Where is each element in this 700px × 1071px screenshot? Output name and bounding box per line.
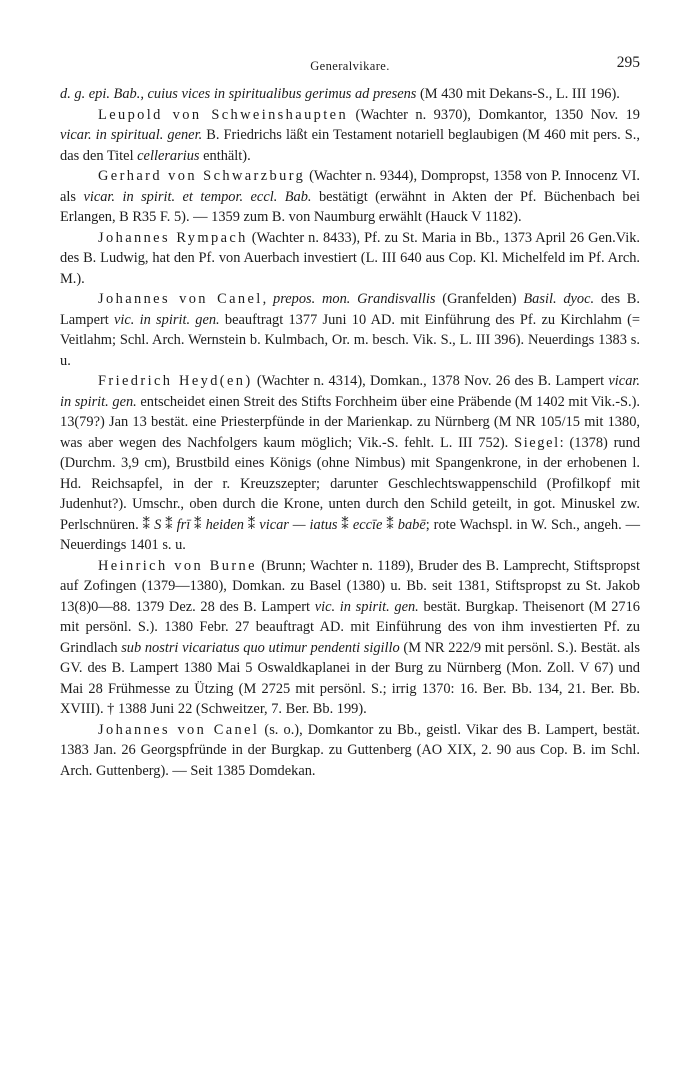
entry-friedrich-heyden <box>60 371 640 556</box>
entry-name: Johannes von Canel <box>98 721 260 738</box>
text-segment: (s. o.), Domkantor zu Bb., geistl. Vikar des B. Lampert, bestät. 1383 Jan. 26 Georgspfründe in der Burgkap. zu Guttenberg (AO XIX, 2. 90 aus Cop. B. im Schl. Arch. Guttenberg). — Seit 1385 Domdekan. <box>60 721 640 779</box>
seal-label: Siegel <box>514 434 560 451</box>
text-segment: vic. in spirit. gen. <box>114 311 220 328</box>
entry-gerhard <box>60 166 640 228</box>
running-title: Generalvikare. <box>310 59 390 73</box>
entry-name: Leupold von Schweinshaupten <box>98 106 349 123</box>
text-segment: (M 430 mit Dekans-S., L. III 196). <box>416 86 620 102</box>
text-segment: , <box>262 291 274 307</box>
entry-name: Johannes von Canel <box>98 291 263 307</box>
text-segment: bestät. Burgkap. Theisenort (M 2716 mit persönl. S.). 1380 Febr. 27 beauftragt AD. mit Einführung des von ihm investierten Pf. zu Grindlach <box>60 598 640 656</box>
text-segment: (Wachter n. 4314), Domkan., 1378 Nov. 26 des B. Lampert <box>252 373 609 389</box>
entry-johannes-canel-2 <box>60 720 640 782</box>
text-segment: ; rote Wachspl. in W. Sch., angeh. — Neuerdings 1401 s. u. <box>60 516 640 553</box>
text-segment: (Wachter n. 9344), Dompropst, 1358 von P. Innocenz VI. als <box>60 168 640 205</box>
text-segment: Basil. dyoc. <box>523 291 595 307</box>
text-segment: des B. Lampert <box>60 291 641 328</box>
page-number: 295 <box>616 54 640 71</box>
text-segment: vicar. in spirit. gen. <box>60 373 640 410</box>
text-segment: vicar. in spiritual. gener. <box>60 127 203 143</box>
text-segment: vic. in spirit. gen. <box>314 598 419 615</box>
entry-name: Gerhard von Schwarzburg <box>98 168 306 184</box>
text-segment: d. g. epi. Bab., cuius vices in spiritualibus gerimus ad presens <box>60 86 417 102</box>
text-segment: bestätigt (erwähnt in Akten der Pf. Büchenbach bei Erlangen, B R35 F. 5). — 1359 zum B. von Naumburg erwählt (Hauck V 1182). <box>60 188 640 225</box>
text-segment: (Wachter n. 8433), Pf. zu St. Maria in Bb., 1373 April 26 Gen.Vik. des B. Ludwig, hat den Pf. von Auerbach investiert (L. III 640 aus Cop. Kl. Michelfeld im Pf. Arch. M.). <box>60 229 640 287</box>
text-segment: B. Friedrichs läßt ein Testament notariell beglaubigen (M 460 mit pers. S., das den Titel <box>60 127 640 164</box>
text-segment: (Wachter n. 9370), Domkantor, 1350 Nov. 19 <box>348 106 640 123</box>
text-segment: prepos. mon. Grandisvallis <box>273 291 436 307</box>
text-segment: : (1378) rund (Durchm. 3,9 cm), Brustbild eines Königs (ohne Nimbus) mit Spangenkrone, in der erhobenen l. Hd. Reichsapfel, in der r. Kreuzszepter; darunter Geschlechtswappenschild (Profilkopf mit Judenhut?). Umschr., oben durch die Krone, unten durch den Schild geteilt, in got. Minuskel zw. Perlschnüren. <box>60 434 641 533</box>
entry-name: Johannes Rympach <box>98 229 248 246</box>
text-segment: enthält). <box>199 147 251 164</box>
text-segment: entscheidet einen Streit des Stifts Forchheim über eine Präbende (M 1402 mit Vik.-S.). 13(79?) Jan 13 bestät. eine Priesterpfünde in der Marienkap. zu Nürnberg (M NR 105/15 mit 1380, was aber wegen des Nachfolgers kaum möglich; Vik.-S. fehlt. L. III 752). <box>60 393 641 451</box>
entry-leupold <box>60 105 640 167</box>
text-segment: sub nostri vicariatus quo utimur pendenti sigillo <box>121 639 400 656</box>
seal-inscription: ⁑ S ⁑ frī ⁑ heiden ⁑ vicar — iatus ⁑ eccīe ⁑ babē <box>142 516 426 533</box>
book-page <box>60 0 640 781</box>
text-segment: (Brunn; Wachter n. 1189), Bruder des B. Lamprecht, Stiftspropst auf Zofingen (1379—1380), Domkan. zu Basel (1380) u. Bb. seit 1381, Stiftspropst zu St. Jakob 13(8)0—88. 1379 Dez. 28 des B. Lampert <box>60 557 640 615</box>
text-segment: (M NR 222/9 mit persönl. S.). Bestät. als GV. des B. Lampert 1380 Mai 5 Oswaldkaplanei in der Burg zu Nürnberg (Mon. Zoll. V 67) und Mai 28 Frühmesse zu Ützing (M 2725 mit persönl. S.; irrig 1370: 16. Ber. Bb. 134, 21. Ber. Bb. XVIII). † 1388 Juni 22 (Schweitzer, 7. Ber. Bb. 199). <box>60 639 641 717</box>
text-segment: cellerarius <box>137 147 200 164</box>
entry-name: Heinrich von Burne <box>98 557 257 574</box>
running-header <box>60 53 640 73</box>
text-segment: vicar. in spirit. et tempor. eccl. Bab. <box>83 188 312 205</box>
text-segment: beauftragt 1377 Juni 10 AD. mit Einführung des Pf. zu Kirchlahm (= Veitlahm; Schl. Arch. Wernstein b. Kulmbach, Or. m. besch. Vik. S., L. III 396). Neuerdings 1383 s. u. <box>60 311 641 369</box>
text-segment: (Granfelden) <box>435 291 524 307</box>
entry-johannes-canel-1 <box>60 289 640 371</box>
entry-name: Friedrich Heyd(en) <box>98 373 253 389</box>
entry-continuation <box>60 84 640 105</box>
entry-heinrich-burne <box>60 556 640 720</box>
entry-johannes-rympach <box>60 228 640 290</box>
